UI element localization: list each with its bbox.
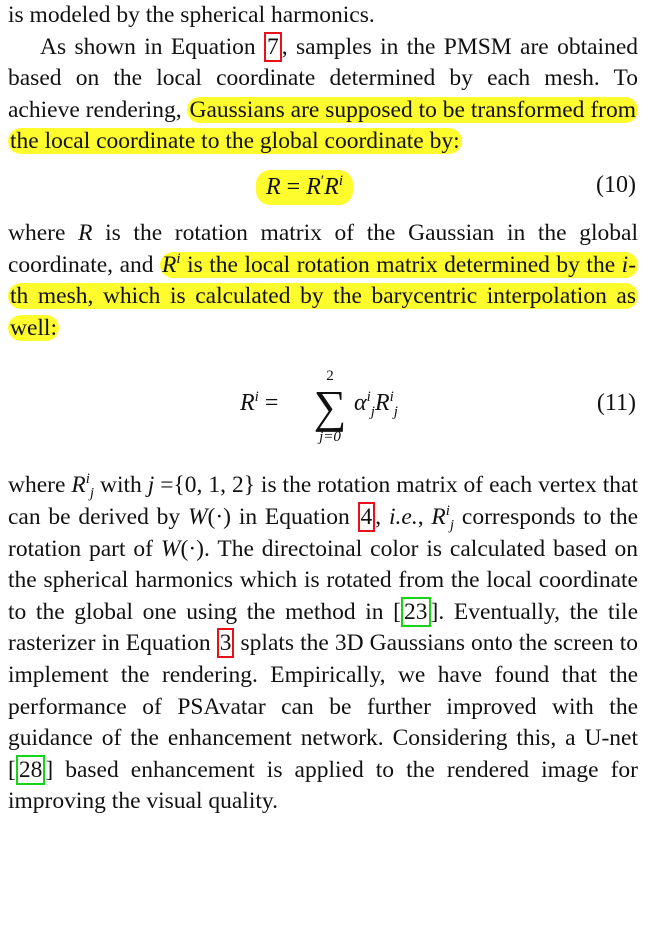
highlight-2: $R^i$ is the local rotation matrix determined by the i-th mesh, which is calculated by the barycentric interpolation as well: (10, 250, 637, 341)
highlight-1: Gaussians are supposed to be transformed from the local coordinate to the global coordinate by: (10, 96, 636, 155)
paragraph-4: where $R^i_j$ with j ={0, 1, 2} is the rotation matrix of each vertex that can be derived by W(·) in Equation 4 , i.e., $R^i_j$ corresponds to the rotation part of W(·). The directoinal color is calculated based on the spherical harmonics which is rotated from the local coordinate to the global one using the method in [ 23 ]. Eventually, the tile rasterizer in Equation 3 splats the 3D Gaussians onto the screen to implement the rendering. Empirically, we have found that the performance of PSAvatar can be further improved with the guidance of the enhancement network. Considering this, a U-net [ 28 ] based enhancement is applied to the rendered image for improving the visual quality. (8, 471, 639, 815)
citation-23[interactable]: 23 (401, 597, 431, 627)
citation-28[interactable]: 28 (16, 755, 46, 785)
equation-ref-4[interactable]: 4 (358, 502, 376, 532)
sum-symbol: 2 ∑ j=0 (313, 368, 347, 446)
equation-10-body: $R = R'R^i$ (256, 170, 353, 205)
equation-11 (8, 344, 638, 470)
equation-11-number: (11) (596, 390, 636, 417)
paragraph-2: As shown in Equation 7 , samples in the PMSM are obtained based on the local coordinate determined by each mesh. To achieve rendering, Gaussians are supposed to be transformed from the local coordinate to the global coordinate by: (8, 33, 639, 155)
equation-ref-7[interactable]: 7 (264, 32, 282, 62)
paper-page (8, 0, 638, 818)
equation-11-lhs: $R^i$ = (240, 389, 279, 417)
paragraph-3: where R is the rotation matrix of the Gaussian in the global coordinate, and $R^i$ is the local rotation matrix determined by the i-th mesh, which is calculated by the barycentric interpolation as well: (8, 219, 638, 341)
equation-10 (8, 158, 638, 218)
equation-11-rhs: $\alpha^i_jR^i_j$ (354, 389, 398, 421)
equation-ref-3[interactable]: 3 (217, 628, 235, 658)
paragraph-1: is modeled by the spherical harmonics. (8, 2, 375, 28)
equation-10-number: (10) (596, 171, 636, 198)
